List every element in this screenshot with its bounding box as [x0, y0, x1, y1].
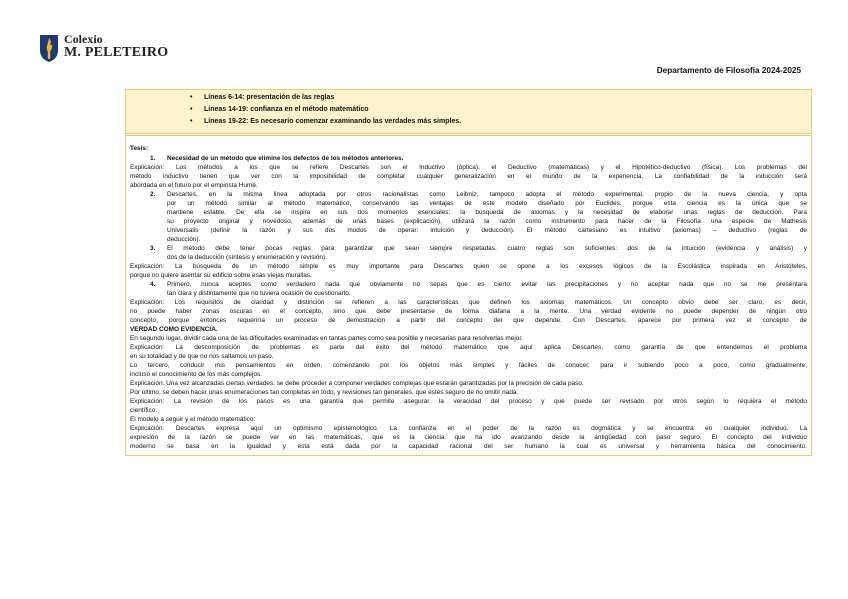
- explanation-line: moderno se basa en la igualdad y esta está dada por la capacidad racional del ser humano la cual es universal y herramienta básica del conocimiento.: [130, 443, 807, 450]
- rule-line: Por último, se deben hacer unas enumeraciones tan completas en todo, y revisiones tan generales, que estés seguro de no omitir nada.: [130, 389, 519, 396]
- structure-bullet: • Líneas 14-19: confianza en el método matemático: [204, 106, 369, 113]
- logo-line1: Colexio: [64, 32, 103, 46]
- thesis-line: Universalis (definir la razón y sus dos modos de operar: intuición y deducción). El método cartesiano es intuitivo (axiomas) – deductivo (reglas de: [167, 227, 807, 234]
- explanation-line: Explicación: La revisión de los pasos es una garantía que permite asegurar la veracidad del proceso y que puede ser revisado por otros según lo requiera el método: [130, 398, 807, 405]
- section-line: El modelo a seguir y el método matemático:: [130, 416, 256, 423]
- explanation-line: abordada en el futuro por el empirista Hume.: [130, 182, 258, 189]
- department-title: Departamento de Filosofía 2024-2025: [656, 66, 801, 75]
- thesis-line: mantiene estable. De ella se inspira en sus dos momentos esenciales: la búsqueda de axiomas y la necesidad de elaborar unas reglas de deducción. Para: [167, 209, 807, 216]
- explanation-line: en su totalidad y de que no nos saltamos un paso.: [130, 353, 274, 360]
- list-number: 4.: [150, 281, 156, 288]
- rule-line: En segundo lugar, dividir cada una de las dificultades examinadas en tantas partes como sea posible y necesarias para resolverlas mejor.: [130, 335, 523, 342]
- thesis-box: [125, 135, 812, 456]
- explanation-line: no puede haber zonas oscuras en el concepto, sino que debe presentarse de forma diáfana a la mente. Una verdad evidente no puede depender de ningún otro: [130, 308, 807, 315]
- rule-line: Lo tercero, conducir mis pensamientos en orden, comenzando por los objetos más simples y fáciles de conocer, para ir subiendo poco a poco, como gradualmente,: [130, 362, 807, 369]
- explanation-line: concepto, porque entonces requeriría un proceso de demostración a partir del concepto del que depende. Con Descartes, aparece por primera vez el concepto de: [130, 317, 807, 324]
- torch-shield-icon: [38, 33, 60, 63]
- thesis-line: El método debe tener pocas reglas para garantizar que sean siempre respetadas. cuatro reglas son suficientes: dos de la intuición (evidencia y análisis) y: [167, 245, 807, 252]
- thesis-line: deducción).: [167, 236, 201, 243]
- list-number: 1.: [150, 155, 156, 162]
- explanation-line: método inductivo tienen que ver con la imposibilidad de completar cualquier generalización en el mundo de la experiencia. La confiabilidad de la inducción será: [130, 173, 807, 180]
- thesis-line: Primero, nunca aceptes como verdadero nada que obviamente no sepas que es cierto: evitar las precipitaciones y no aceptar nada que no se me presentara: [167, 281, 807, 288]
- explanation-line: Explicación: Una vez alcanzadas ciertas verdades, se debe proceder a componer verdades complejas que estarán garantizadas por la precisión de cada paso.: [130, 380, 584, 387]
- explanation-line: porque no quiere asentar su edificio sobre esas viejas murallas.: [130, 272, 312, 279]
- thesis-line: por un método similar al método matemático, conservando las ventajas de este modelo diseñado por Euclides, porque esta ciencia es la única que se: [167, 200, 807, 207]
- structure-box: [125, 89, 812, 134]
- logo-line2: M. PELETEIRO: [64, 45, 169, 60]
- explanation-line: Explicación: Los métodos a los que se refiere Descartes son el Inductivo (óptica), el Deductivo (matemáticas) y el Hipotético-deductivo (física). Los problemas del: [130, 164, 807, 171]
- thesis-line: Necesidad de un método que elimine los defectos de los métodos anteriores.: [167, 155, 404, 162]
- explanation-line: VERDAD COMO EVIDENCIA.: [130, 326, 218, 333]
- thesis-line: Descartes, en la misma línea adoptada por otros racionalistas como Leibniz, tampoco adopta el método experimental, propio de la nueva ciencia, y opta: [167, 191, 807, 198]
- thesis-line: su proyecto original y novedoso, además de unas bases (explicación), utilizará la razón como instrumento para hacer de la Filosofía una especie de Mathesis: [167, 218, 807, 225]
- explanation-line: científico.: [130, 407, 158, 414]
- school-logo: [38, 33, 168, 63]
- explanation-line: expresión de la razón se puede ver en las matemáticas, que es la ciencia que ha ido avanzando desde la antigüedad con paso seguro. El concepto del individuo: [130, 434, 807, 441]
- thesis-line: tan clara y distintamente que no tuviera ocasión de cuestionarlo.: [167, 290, 351, 297]
- thesis-line: dos de la deducción (síntesis y enumeración y revisión).: [167, 254, 327, 261]
- list-number: 2.: [150, 191, 156, 198]
- structure-bullet: • Líneas 6-14: presentación de las reglas: [204, 94, 334, 101]
- list-number: 3.: [150, 245, 156, 252]
- thesis-heading: Tesis:: [130, 145, 149, 152]
- explanation-line: Explicación: Descartes expresa aquí un optimismo epistemológico. La confianza en el poder de la razón es dogmática y se encuentra en cualquier individuo. La: [130, 425, 807, 432]
- explanation-line: Explicación: La búsqueda de un método simple es muy importante para Descartes quien se opone a los excesos lógicos de la Escolástica inspirada en Aristóteles,: [130, 263, 807, 270]
- structure-bullet: • Líneas 19-22: Es necesario comenzar examinando las verdades más simples.: [204, 118, 461, 125]
- rule-line: incluso el conocimiento de los más complejos.: [130, 371, 263, 378]
- explanation-line: Explicación: Los requisitos de claridad y distinción se refieren a las características que definen los axiomas matemáticos. Un concepto obvio debe ser claro, es decir,: [130, 299, 807, 306]
- explanation-line: Explicación: La descomposición de problemas es parte del éxito del método matemático que aquí aplica Descartes, como garantía de que entendemos el problema: [130, 344, 807, 351]
